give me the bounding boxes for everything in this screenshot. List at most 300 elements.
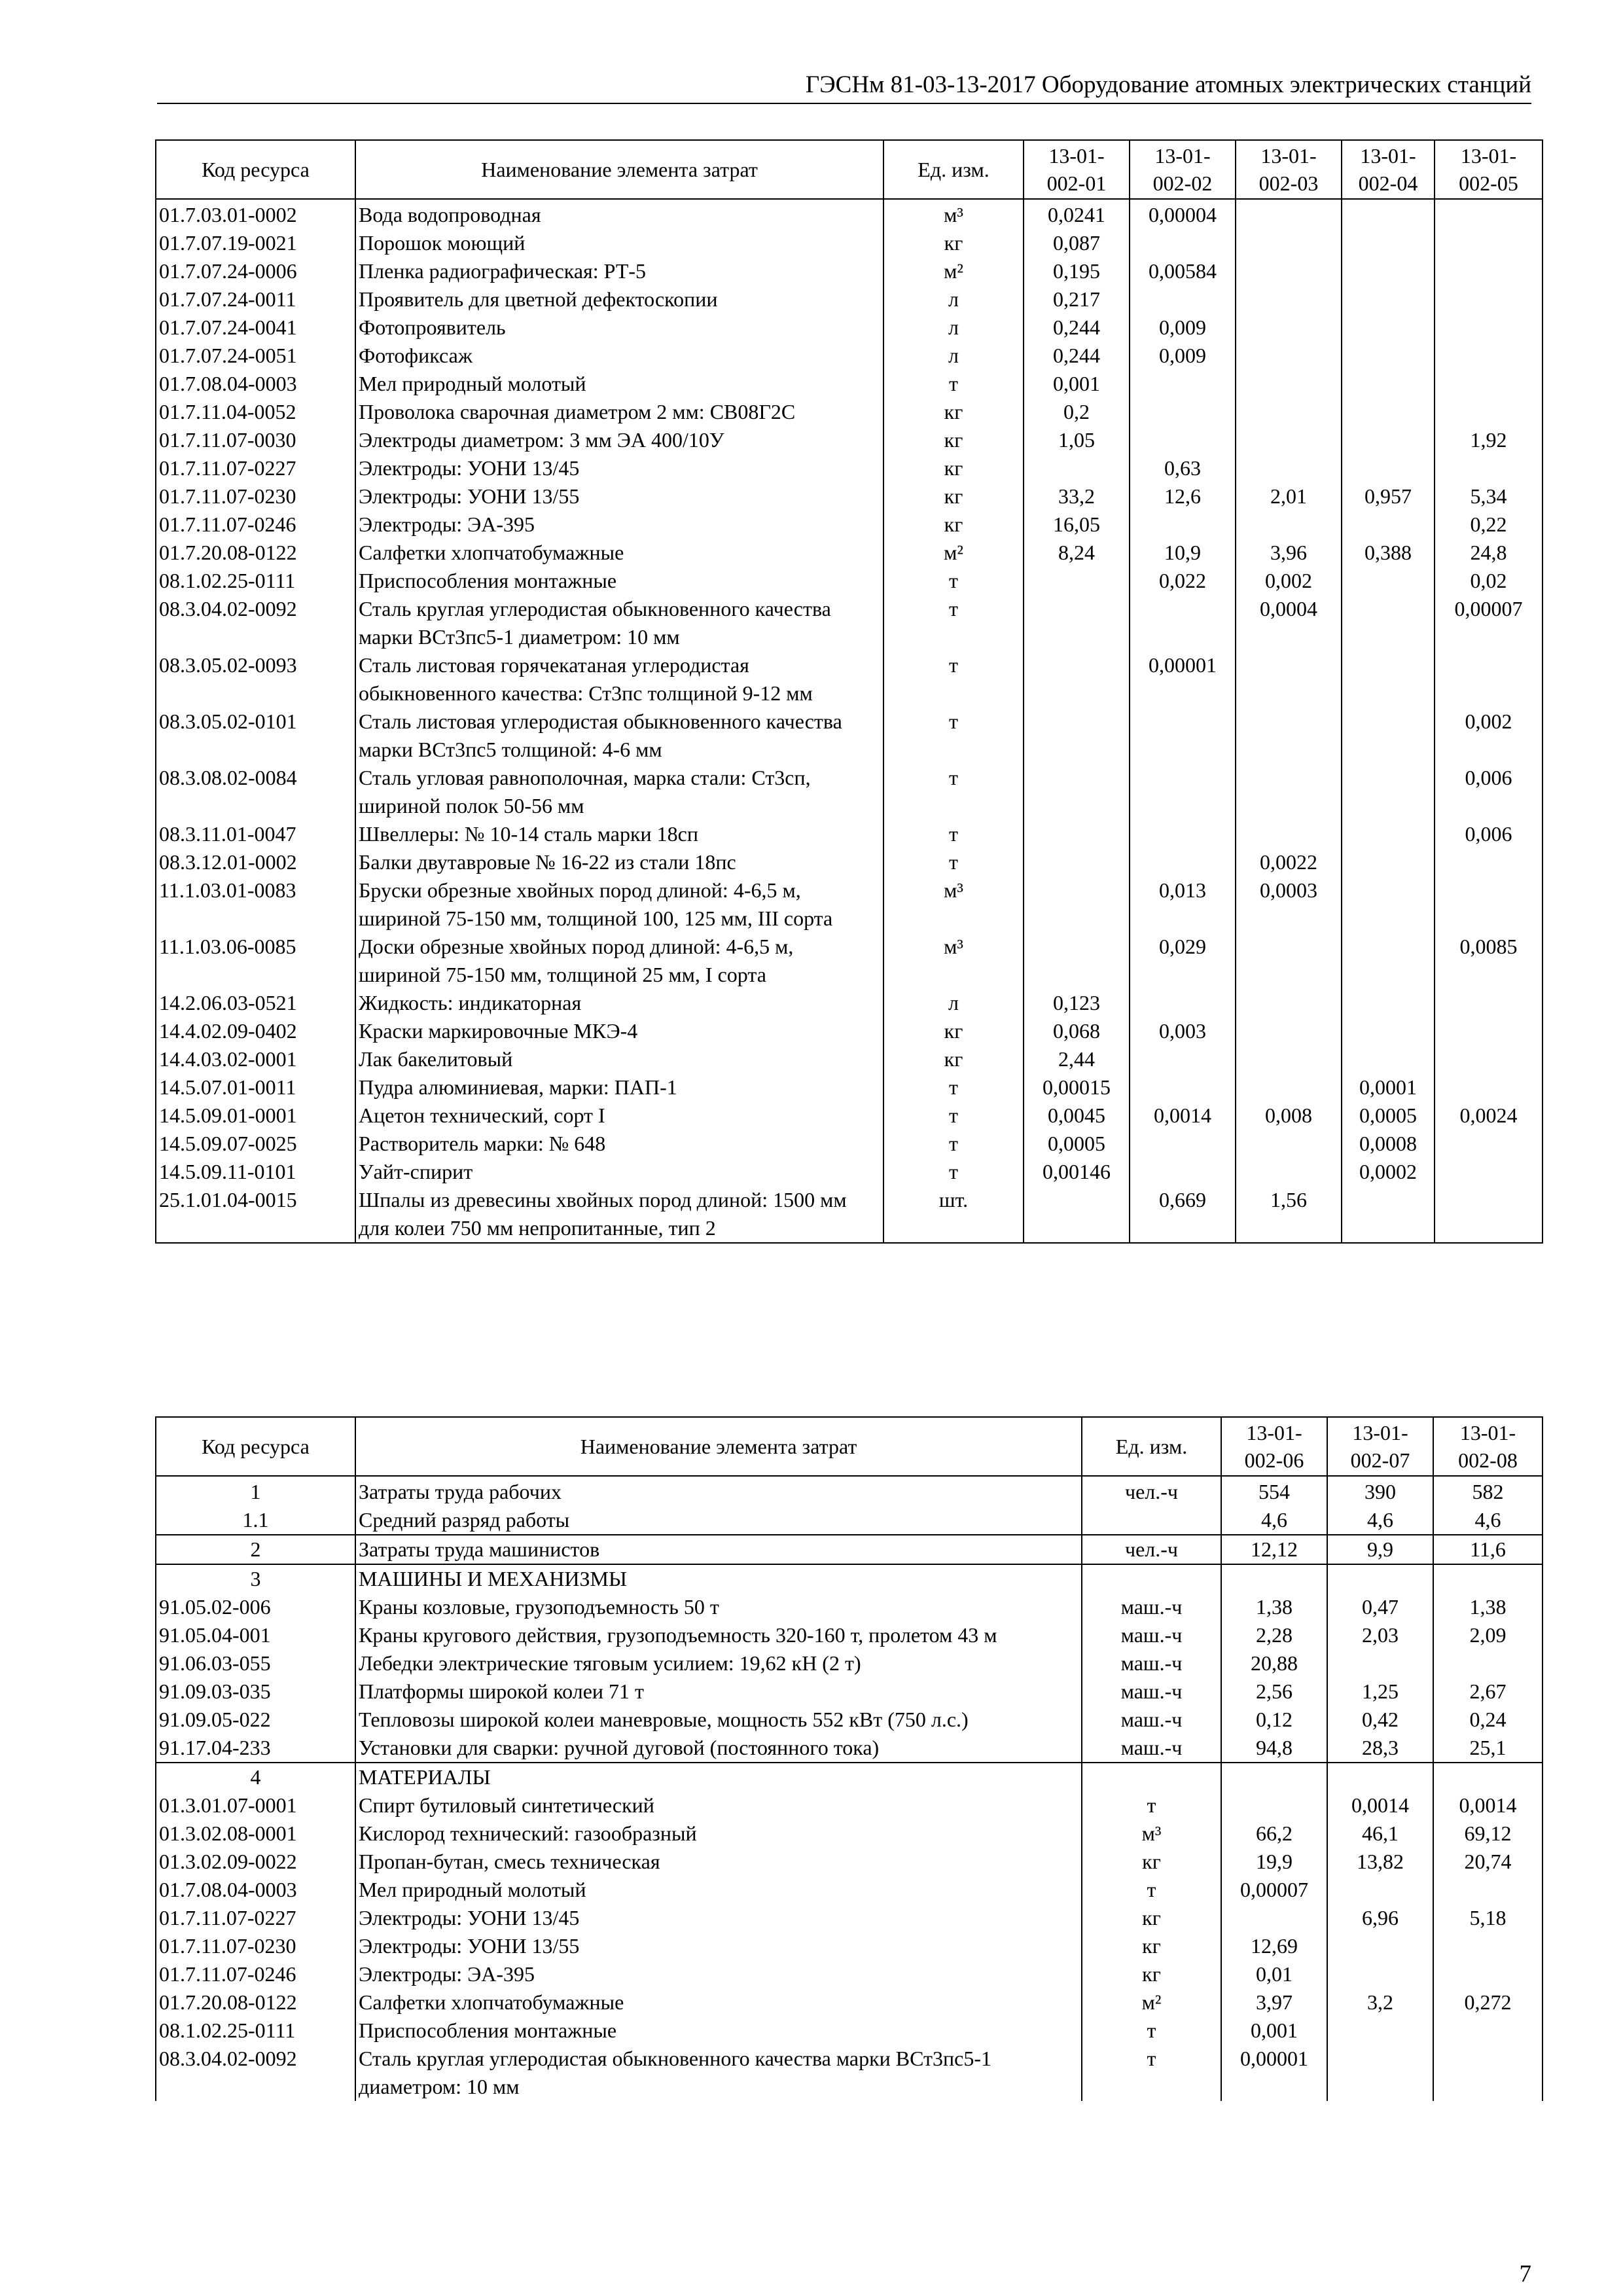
norm-value: 46,1	[1327, 1820, 1433, 1848]
norm-value: 0,63	[1130, 454, 1236, 482]
norm-value: 0,123	[1024, 989, 1130, 1017]
norm-value: 8,24	[1024, 539, 1130, 567]
header-name: Наименование элемента затрат	[355, 1417, 1082, 1476]
norm-value: 0,957	[1342, 482, 1435, 511]
norm-value	[1236, 820, 1342, 848]
table-row	[156, 1535, 1543, 1564]
norm-value: 9,9	[1327, 1535, 1433, 1564]
resource-code: 01.3.01.07-0001	[156, 1791, 355, 1820]
norm-value: 25,1	[1433, 1734, 1543, 1763]
norm-value	[1435, 229, 1543, 257]
table-row	[156, 539, 1543, 567]
norm-value: 24,8	[1435, 539, 1543, 567]
resource-name: Затраты труда рабочих	[355, 1476, 1082, 1506]
resource-code: 14.5.09.07-0025	[156, 1130, 355, 1158]
norm-value: 0,01	[1221, 1960, 1327, 1988]
table-row	[156, 370, 1543, 398]
norm-value	[1130, 1158, 1236, 1186]
norm-value	[1236, 764, 1342, 820]
norm-value: 2,56	[1221, 1677, 1327, 1706]
norm-value: 0,0045	[1024, 1102, 1130, 1130]
resource-code: 25.1.01.04-0015	[156, 1186, 355, 1243]
norm-value: 2,67	[1433, 1677, 1543, 1706]
norm-value: 0,0014	[1130, 1102, 1236, 1130]
resource-unit: м²	[883, 539, 1024, 567]
norm-value	[1024, 651, 1130, 708]
norm-value	[1236, 708, 1342, 764]
resource-code: 01.3.02.08-0001	[156, 1820, 355, 1848]
resource-name: МАТЕРИАЛЫ	[355, 1763, 1082, 1791]
resource-code: 01.7.03.01-0002	[156, 199, 355, 229]
resource-unit: кг	[1082, 1848, 1221, 1876]
resource-unit: шт.	[883, 1186, 1024, 1243]
table-row	[156, 1045, 1543, 1073]
norm-value: 2,44	[1024, 1045, 1130, 1073]
norm-value	[1342, 1186, 1435, 1243]
resource-unit: кг	[883, 511, 1024, 539]
resource-name: Электроды: УОНИ 13/45	[355, 1904, 1082, 1932]
norm-value: 0,24	[1433, 1706, 1543, 1734]
norm-value	[1342, 1017, 1435, 1045]
header-code: Код ресурса	[156, 140, 355, 199]
resource-unit: т	[883, 848, 1024, 876]
norm-value	[1433, 1876, 1543, 1904]
resource-code: 01.7.11.07-0246	[156, 511, 355, 539]
norm-value: 1,25	[1327, 1677, 1433, 1706]
resource-name: Мел природный молотый	[355, 1876, 1082, 1904]
resource-code: 08.3.04.02-0092	[156, 595, 355, 651]
resource-unit: т	[883, 1158, 1024, 1186]
norm-value: 0,00007	[1435, 595, 1543, 651]
norm-value	[1435, 651, 1543, 708]
norm-value: 0,244	[1024, 342, 1130, 370]
norm-value: 0,0005	[1342, 1102, 1435, 1130]
resource-code: 14.5.09.11-0101	[156, 1158, 355, 1186]
resource-name: Приспособления монтажные	[355, 2017, 1082, 2045]
norm-value: 1,05	[1024, 426, 1130, 454]
norm-value: 0,0001	[1342, 1073, 1435, 1102]
resource-name: Электроды: УОНИ 13/55	[355, 482, 883, 511]
header-name: Наименование элемента затрат	[355, 140, 883, 199]
resource-code: 91.17.04-233	[156, 1734, 355, 1763]
resource-name: Электроды диаметром: 3 мм ЭА 400/10У	[355, 426, 883, 454]
resource-code: 08.3.04.02-0092	[156, 2045, 355, 2101]
resource-name: Пропан-бутан, смесь техническая	[355, 1848, 1082, 1876]
norm-value: 0,0022	[1236, 848, 1342, 876]
resource-code: 2	[156, 1535, 355, 1564]
norm-value: 3,96	[1236, 539, 1342, 567]
norm-value	[1433, 1960, 1543, 1988]
resource-name: Бруски обрезные хвойных пород длиной: 4-6,5 м, шириной 75-150 мм, толщиной 100, 125 мм, III сорта	[355, 876, 883, 933]
norm-value	[1327, 2045, 1433, 2101]
norm-value	[1236, 511, 1342, 539]
header-code: Код ресурса	[156, 1417, 355, 1476]
norm-value: 0,087	[1024, 229, 1130, 257]
norm-value: 5,18	[1433, 1904, 1543, 1932]
norm-value: 19,9	[1221, 1848, 1327, 1876]
norm-value	[1327, 1564, 1433, 1593]
norm-value	[1433, 1564, 1543, 1593]
header-col: 13-01- 002-05	[1435, 140, 1543, 199]
resource-code: 3	[156, 1564, 355, 1593]
resource-name: Пленка радиографическая: РТ-5	[355, 257, 883, 285]
norm-value: 0,0003	[1236, 876, 1342, 933]
norm-value	[1236, 285, 1342, 314]
norm-value	[1342, 454, 1435, 482]
norm-value	[1130, 285, 1236, 314]
resource-name: Растворитель марки: № 648	[355, 1130, 883, 1158]
norm-value: 0,00004	[1130, 199, 1236, 229]
table-row	[156, 1593, 1543, 1621]
resource-code: 14.5.09.01-0001	[156, 1102, 355, 1130]
resource-code: 01.3.02.09-0022	[156, 1848, 355, 1876]
norm-value: 0,02	[1435, 567, 1543, 595]
resource-unit: т	[1082, 2017, 1221, 2045]
norm-value	[1342, 933, 1435, 989]
norm-value: 0,068	[1024, 1017, 1130, 1045]
norm-value: 0,0005	[1024, 1130, 1130, 1158]
norm-value	[1342, 426, 1435, 454]
norm-value	[1236, 398, 1342, 426]
norm-value: 0,272	[1433, 1988, 1543, 2017]
norm-value	[1024, 876, 1130, 933]
norm-value: 0,00584	[1130, 257, 1236, 285]
header-col: 13-01- 002-02	[1130, 140, 1236, 199]
norm-value	[1342, 595, 1435, 651]
norm-value	[1433, 2017, 1543, 2045]
norm-value: 0,009	[1130, 342, 1236, 370]
table-row	[156, 1158, 1543, 1186]
norm-value	[1024, 764, 1130, 820]
resource-unit: м³	[883, 933, 1024, 989]
resource-name: Вода водопроводная	[355, 199, 883, 229]
resource-unit: маш.-ч	[1082, 1734, 1221, 1763]
table-row	[156, 1476, 1543, 1506]
norm-value	[1236, 199, 1342, 229]
resource-name: Затраты труда машинистов	[355, 1535, 1082, 1564]
resource-name: Проявитель для цветной дефектоскопии	[355, 285, 883, 314]
norm-value	[1236, 1045, 1342, 1073]
resource-unit: кг	[1082, 1904, 1221, 1932]
norm-value	[1342, 370, 1435, 398]
norm-value: 0,0241	[1024, 199, 1130, 229]
norm-value	[1435, 199, 1543, 229]
norm-value	[1130, 595, 1236, 651]
resource-unit: маш.-ч	[1082, 1677, 1221, 1706]
resource-name: Сталь круглая углеродистая обыкновенного качества марки ВСт3пс5-1 диаметром: 10 мм	[355, 595, 883, 651]
norm-value	[1130, 764, 1236, 820]
resource-code: 08.3.05.02-0101	[156, 708, 355, 764]
table-row	[156, 1649, 1543, 1677]
norm-value: 0,029	[1130, 933, 1236, 989]
norm-value: 0,006	[1435, 764, 1543, 820]
norm-value: 33,2	[1024, 482, 1130, 511]
document-title: ГЭСНм 81-03-13-2017 Оборудование атомных электрических станций	[805, 71, 1531, 98]
table-row	[156, 1988, 1543, 2017]
norm-value: 20,74	[1433, 1848, 1543, 1876]
table-row	[156, 1130, 1543, 1158]
resource-code: 01.7.07.24-0006	[156, 257, 355, 285]
table-row	[156, 876, 1543, 933]
norm-value	[1236, 370, 1342, 398]
norm-value	[1024, 454, 1130, 482]
table-row	[156, 651, 1543, 708]
resource-code: 14.5.07.01-0011	[156, 1073, 355, 1102]
header-col: 13-01- 002-06	[1221, 1417, 1327, 1476]
norm-value	[1130, 1073, 1236, 1102]
norm-value	[1327, 1649, 1433, 1677]
table-row	[156, 398, 1543, 426]
resource-unit: чел.-ч	[1082, 1476, 1221, 1506]
norm-value	[1435, 876, 1543, 933]
resources-table-1	[155, 139, 1543, 1244]
resource-unit: м²	[883, 257, 1024, 285]
norm-value	[1236, 454, 1342, 482]
norm-value	[1342, 876, 1435, 933]
norm-value: 0,47	[1327, 1593, 1433, 1621]
norm-value: 0,002	[1435, 708, 1543, 764]
norm-value	[1236, 651, 1342, 708]
norm-value: 3,2	[1327, 1988, 1433, 2017]
norm-value	[1435, 1073, 1543, 1102]
resource-name: Сталь листовая углеродистая обыкновенного качества марки ВСт3пс5 толщиной: 4-6 мм	[355, 708, 883, 764]
resource-name: Доски обрезные хвойных пород длиной: 4-6,5 м, шириной 75-150 мм, толщиной 25 мм, I сорта	[355, 933, 883, 989]
norm-value	[1130, 1130, 1236, 1158]
resource-name: Порошок моющий	[355, 229, 883, 257]
table-row	[156, 199, 1543, 229]
norm-value	[1342, 764, 1435, 820]
norm-value	[1342, 820, 1435, 848]
resource-code: 1.1	[156, 1506, 355, 1535]
norm-value	[1342, 651, 1435, 708]
norm-value: 0,669	[1130, 1186, 1236, 1243]
resource-name: Пудра алюминиевая, марки: ПАП-1	[355, 1073, 883, 1102]
header-col: 13-01- 002-08	[1433, 1417, 1543, 1476]
norm-value: 4,6	[1433, 1506, 1543, 1535]
norm-value: 0,22	[1435, 511, 1543, 539]
resource-unit: кг	[1082, 1960, 1221, 1988]
norm-value	[1024, 567, 1130, 595]
table-row	[156, 257, 1543, 285]
norm-value: 13,82	[1327, 1848, 1433, 1876]
table-row	[156, 1017, 1543, 1045]
resource-unit: кг	[1082, 1932, 1221, 1960]
norm-value	[1130, 229, 1236, 257]
norm-value: 4,6	[1327, 1506, 1433, 1535]
norm-value: 2,01	[1236, 482, 1342, 511]
table-row	[156, 1960, 1543, 1988]
norm-value	[1221, 1564, 1327, 1593]
table-row	[156, 342, 1543, 370]
resource-name: Электроды: УОНИ 13/45	[355, 454, 883, 482]
norm-value: 16,05	[1024, 511, 1130, 539]
norm-value	[1435, 989, 1543, 1017]
header-col: 13-01- 002-07	[1327, 1417, 1433, 1476]
resource-name: Краски маркировочные МКЭ-4	[355, 1017, 883, 1045]
resource-code: 08.3.08.02-0084	[156, 764, 355, 820]
resource-name: Сталь листовая горячекатаная углеродистая обыкновенного качества: Ст3пс толщиной 9-12 мм	[355, 651, 883, 708]
norm-value	[1130, 820, 1236, 848]
table-row	[156, 595, 1543, 651]
resource-unit: т	[883, 595, 1024, 651]
norm-value: 2,09	[1433, 1621, 1543, 1649]
resource-unit: т	[883, 1102, 1024, 1130]
resource-name: Электроды: УОНИ 13/55	[355, 1932, 1082, 1960]
resource-name: Сталь круглая углеродистая обыкновенного качества марки ВСт3пс5-1 диаметром: 10 мм	[355, 2045, 1082, 2101]
resource-unit: т	[1082, 2045, 1221, 2101]
norm-value	[1435, 1158, 1543, 1186]
norm-value	[1327, 2017, 1433, 2045]
resource-name: Сталь угловая равнополочная, марка стали: Ст3сп, шириной полок 50-56 мм	[355, 764, 883, 820]
norm-value	[1236, 1017, 1342, 1045]
resource-unit: т	[883, 651, 1024, 708]
norm-value	[1236, 426, 1342, 454]
table-row	[156, 1677, 1543, 1706]
norm-value: 0,244	[1024, 314, 1130, 342]
norm-value: 0,022	[1130, 567, 1236, 595]
norm-value: 0,008	[1236, 1102, 1342, 1130]
resource-code: 1	[156, 1476, 355, 1506]
norm-value: 1,92	[1435, 426, 1543, 454]
norm-value	[1236, 229, 1342, 257]
table-row	[156, 1932, 1543, 1960]
resource-name: Фотопроявитель	[355, 314, 883, 342]
resource-unit: кг	[883, 229, 1024, 257]
norm-value: 0,42	[1327, 1706, 1433, 1734]
resource-code: 01.7.11.07-0230	[156, 482, 355, 511]
resource-unit: т	[883, 370, 1024, 398]
norm-value: 4,6	[1221, 1506, 1327, 1535]
norm-value: 0,002	[1236, 567, 1342, 595]
resource-code: 4	[156, 1763, 355, 1791]
table-row	[156, 511, 1543, 539]
norm-value: 390	[1327, 1476, 1433, 1506]
resource-name: Спирт бутиловый синтетический	[355, 1791, 1082, 1820]
norm-value: 0,195	[1024, 257, 1130, 285]
norm-value	[1435, 398, 1543, 426]
norm-value: 6,96	[1327, 1904, 1433, 1932]
page-number: 7	[1519, 2261, 1531, 2287]
norm-value	[1024, 933, 1130, 989]
resource-unit: кг	[883, 398, 1024, 426]
norm-value	[1435, 314, 1543, 342]
norm-value	[1236, 1073, 1342, 1102]
resource-code: 11.1.03.01-0083	[156, 876, 355, 933]
table-header-row	[156, 1417, 1543, 1476]
table-row	[156, 567, 1543, 595]
table-row	[156, 2017, 1543, 2045]
norm-value	[1435, 1130, 1543, 1158]
norm-value: 94,8	[1221, 1734, 1327, 1763]
norm-value: 0,217	[1024, 285, 1130, 314]
norm-value	[1221, 1763, 1327, 1791]
norm-value	[1342, 229, 1435, 257]
norm-value	[1342, 257, 1435, 285]
resource-code: 01.7.20.08-0122	[156, 539, 355, 567]
norm-value	[1236, 989, 1342, 1017]
norm-value	[1342, 314, 1435, 342]
table-row	[156, 1876, 1543, 1904]
table-row	[156, 933, 1543, 989]
norm-value	[1130, 989, 1236, 1017]
norm-value	[1327, 1932, 1433, 1960]
norm-value: 0,00015	[1024, 1073, 1130, 1102]
norm-value	[1221, 1791, 1327, 1820]
resource-code: 91.06.03-055	[156, 1649, 355, 1677]
resource-unit: т	[883, 567, 1024, 595]
norm-value	[1327, 1876, 1433, 1904]
table-row	[156, 764, 1543, 820]
norm-value	[1024, 708, 1130, 764]
table-row	[156, 229, 1543, 257]
resource-code: 01.7.07.24-0041	[156, 314, 355, 342]
resource-code: 91.05.04-001	[156, 1621, 355, 1649]
norm-value	[1342, 848, 1435, 876]
norm-value: 0,00146	[1024, 1158, 1130, 1186]
resource-unit: т	[883, 820, 1024, 848]
resource-code: 01.7.07.24-0011	[156, 285, 355, 314]
norm-value: 0,009	[1130, 314, 1236, 342]
resource-unit: л	[883, 989, 1024, 1017]
resource-code: 91.09.05-022	[156, 1706, 355, 1734]
table-header-row	[156, 140, 1543, 199]
norm-value	[1435, 1017, 1543, 1045]
norm-value: 0,013	[1130, 876, 1236, 933]
norm-value	[1435, 1045, 1543, 1073]
norm-value	[1342, 398, 1435, 426]
norm-value	[1024, 820, 1130, 848]
header-col: 13-01- 002-03	[1236, 140, 1342, 199]
norm-value	[1342, 511, 1435, 539]
resource-code: 14.4.03.02-0001	[156, 1045, 355, 1073]
norm-value: 0,0085	[1435, 933, 1543, 989]
resource-code: 01.7.07.19-0021	[156, 229, 355, 257]
resource-code: 01.7.07.24-0051	[156, 342, 355, 370]
norm-value: 0,12	[1221, 1706, 1327, 1734]
resource-unit: маш.-ч	[1082, 1621, 1221, 1649]
header-unit: Ед. изм.	[883, 140, 1024, 199]
norm-value: 0,001	[1221, 2017, 1327, 2045]
norm-value: 0,0002	[1342, 1158, 1435, 1186]
norm-value: 12,6	[1130, 482, 1236, 511]
norm-value	[1236, 933, 1342, 989]
norm-value: 3,97	[1221, 1988, 1327, 2017]
resource-name: Установки для сварки: ручной дуговой (постоянного тока)	[355, 1734, 1082, 1763]
norm-value: 0,001	[1024, 370, 1130, 398]
resource-code: 08.3.11.01-0047	[156, 820, 355, 848]
resource-unit: чел.-ч	[1082, 1535, 1221, 1564]
resource-code: 01.7.11.07-0227	[156, 1904, 355, 1932]
norm-value: 28,3	[1327, 1734, 1433, 1763]
resource-name: Электроды: ЭА-395	[355, 511, 883, 539]
norm-value: 2,03	[1327, 1621, 1433, 1649]
resource-unit: кг	[883, 1045, 1024, 1073]
resource-name: Приспособления монтажные	[355, 567, 883, 595]
resource-name: Салфетки хлопчатобумажные	[355, 539, 883, 567]
norm-value: 1,38	[1433, 1593, 1543, 1621]
header-col: 13-01- 002-01	[1024, 140, 1130, 199]
table-row	[156, 1763, 1543, 1791]
resource-code: 01.7.11.07-0246	[156, 1960, 355, 1988]
norm-value	[1342, 567, 1435, 595]
norm-value: 0,0014	[1433, 1791, 1543, 1820]
resource-name: Краны козловые, грузоподъемность 50 т	[355, 1593, 1082, 1621]
table-row	[156, 1564, 1543, 1593]
resource-name: Фотофиксаж	[355, 342, 883, 370]
norm-value	[1236, 342, 1342, 370]
norm-value: 12,12	[1221, 1535, 1327, 1564]
resource-code: 11.1.03.06-0085	[156, 933, 355, 989]
